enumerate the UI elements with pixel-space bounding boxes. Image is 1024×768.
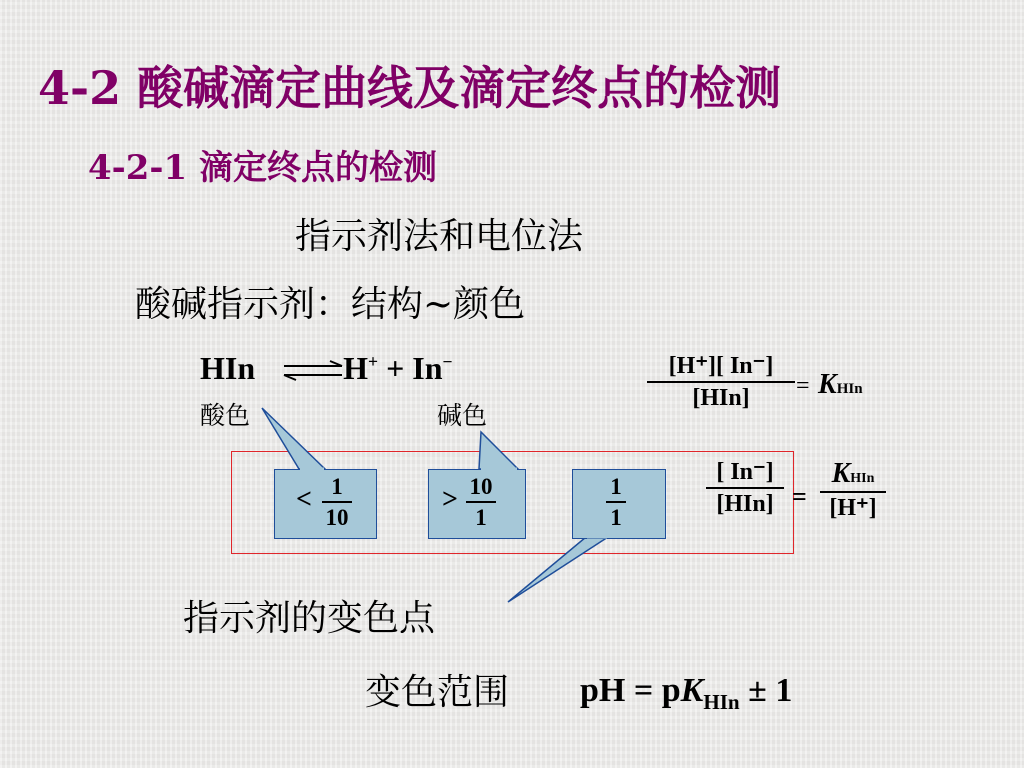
base-color-label: 碱色	[437, 401, 488, 430]
h-charge: +	[368, 351, 379, 372]
ratio-fraction-left: [ In⁻] [HIn]	[706, 460, 784, 516]
ka-symbol: KHIn	[818, 369, 863, 400]
hin-species: HIn	[200, 350, 256, 386]
section-subtitle: 4-2-1 滴定终点的检测	[88, 148, 438, 188]
box1-fraction: 1 10	[322, 475, 352, 529]
h-species: H	[343, 350, 369, 386]
indicator-text: 酸碱指示剂：结构~颜色	[135, 284, 526, 325]
box3-fraction: 1 1	[606, 475, 626, 529]
transition-point-text: 指示剂的变色点	[183, 598, 436, 639]
ratio-equals: =	[792, 482, 807, 511]
box1-prefix: <	[296, 484, 312, 515]
ka-equals: =	[796, 373, 810, 399]
in-charge: −	[442, 351, 453, 372]
box2-prefix: >	[442, 484, 458, 515]
acid-color-label: 酸色	[200, 401, 251, 430]
ka-denominator: [HIn]	[692, 385, 750, 411]
ratio-fraction-right: KHIn [H⁺]	[820, 460, 886, 520]
page-title: 4-2 酸碱滴定曲线及滴定终点的检测	[38, 61, 782, 115]
box2-fraction: 10 1	[466, 475, 496, 529]
methods-text: 指示剂法和电位法	[295, 216, 584, 257]
in-species: + In	[386, 350, 443, 386]
range-formula: pH = $pK_{HIn} \pm 1$	[580, 672, 793, 714]
ka-numerator: [H⁺][ In⁻]	[668, 353, 774, 379]
range-label: 变色范围	[365, 672, 510, 713]
